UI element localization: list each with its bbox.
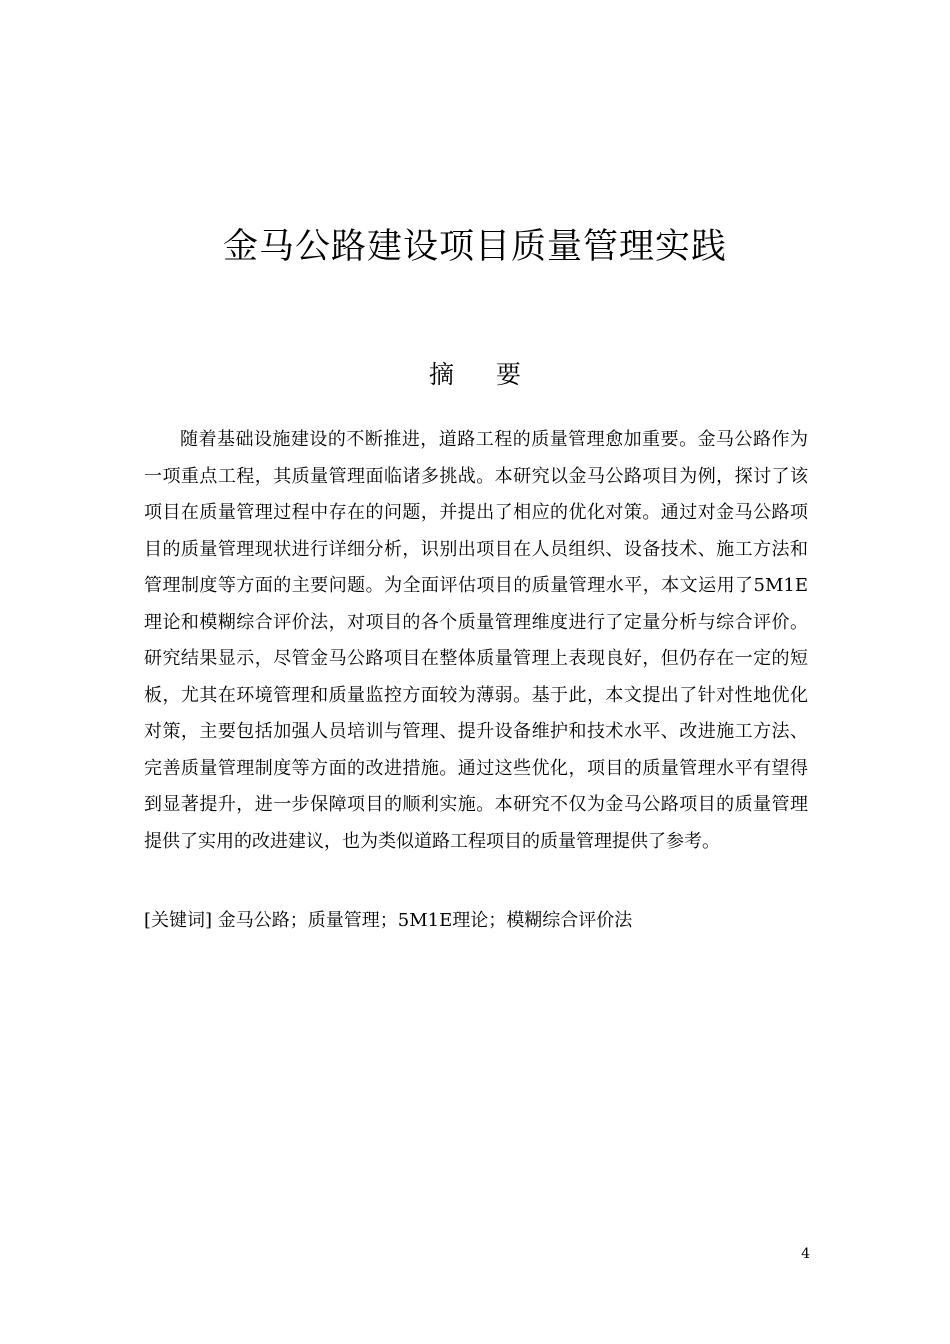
- abstract-heading: 摘要: [428, 360, 563, 389]
- page-number: 4: [801, 1246, 810, 1262]
- keywords-line: [144, 903, 808, 939]
- keywords-text: 金马公路；质量管理；5M1E理论；模糊综合评价法: [217, 910, 633, 931]
- keywords-label: [关键词]: [144, 910, 213, 931]
- document-title: 金马公路建设项目质量管理实践: [222, 227, 727, 267]
- abstract-body: 随着基础设施建设的不断推进，道路工程的质量管理愈加重要。金马公路作为一项重点工程，其质量管理面临诸多挑战。本研究以金马公路项目为例，探讨了该项目在质量管理过程中存在的问题，并提出了相应的优化对策。通过对金马公路项目的质量管理现状进行详细分析，识别出项目在人员组织、设备技术、施工方法和管理制度等方面的主要问题。为全面评估项目的质量管理水平，本文运用了5M1E理论和模糊综合评价法，对项目的各个质量管理维度进行了定量分析与综合评价。研究结果显示，尽管金马公路项目在整体质量管理上表现良好，但仍存在一定的短板，尤其在环境管理和质量监控方面较为薄弱。基于此，本文提出了针对性地优化对策，主要包括加强人员培训与管理、提升设备维护和技术水平、改进施工方法、完善质量管理制度等方面的改进措施。通过这些优化，项目的质量管理水平有望得到显著提升，进一步保障项目的顺利实施。本研究不仅为金马公路项目的质量管理提供了实用的改进建议，也为类似道路工程项目的质量管理提供了参考。: [144, 429, 808, 852]
